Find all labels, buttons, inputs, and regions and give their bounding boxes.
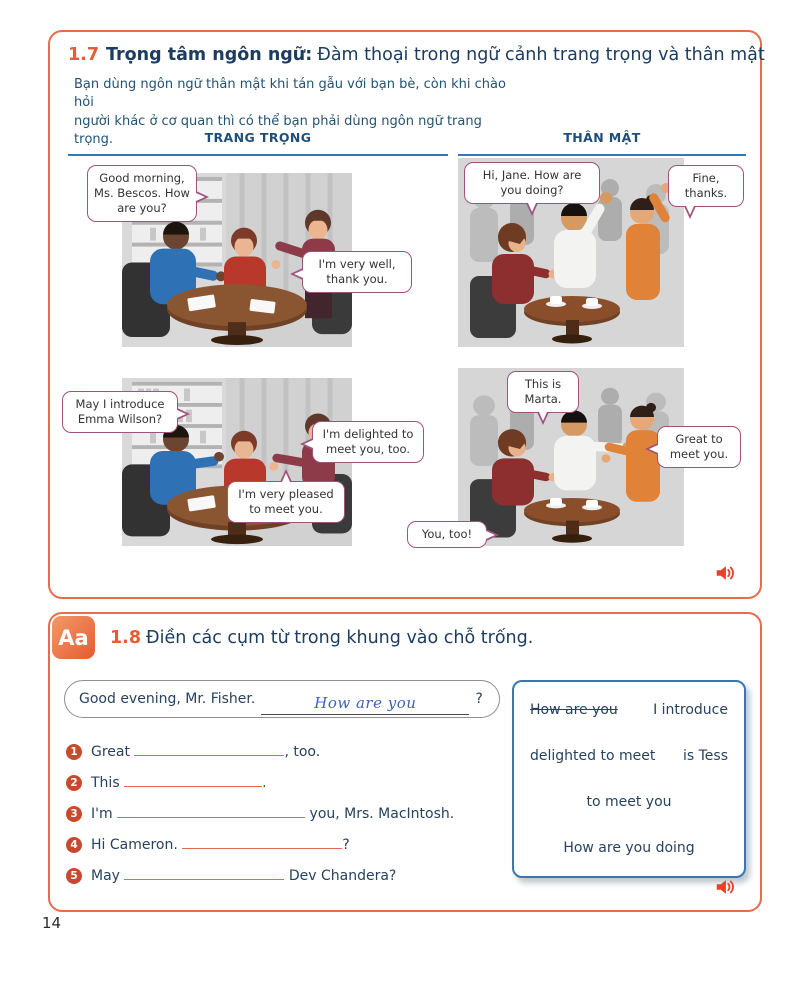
answer-blank xyxy=(124,771,262,787)
column-header-formal: TRANG TRỌNG xyxy=(68,130,448,156)
word-bank-row xyxy=(526,840,732,856)
item-pre: Great xyxy=(91,744,135,760)
speech-bubble: Hi, Jane. How are you doing? xyxy=(464,162,600,204)
word-bank-row xyxy=(526,794,732,810)
example-answer-line xyxy=(261,690,469,715)
speech-bubble: May I introduce Emma Wilson? xyxy=(62,391,178,433)
section-17-title xyxy=(68,45,765,65)
speech-bubble: Fine, thanks. xyxy=(668,165,744,207)
item-number-badge: 1 xyxy=(66,744,82,760)
exercise-item xyxy=(66,833,350,855)
page-number: 14 xyxy=(42,914,62,932)
example-post: ? xyxy=(475,691,483,707)
item-pre: This xyxy=(91,775,125,791)
exercise-instruction: Điền các cụm từ trong khung vào chỗ trống. xyxy=(146,628,534,648)
example-sentence xyxy=(64,680,500,718)
word-bank-phrase: is Tess xyxy=(682,748,728,764)
vocabulary-badge: Aa xyxy=(52,616,95,659)
exercise-item xyxy=(66,740,320,762)
answer-blank xyxy=(134,740,284,756)
answer-blank xyxy=(182,833,342,849)
item-pre: May xyxy=(91,868,125,884)
speech-bubble: I'm very well, thank you. xyxy=(302,251,412,293)
item-post: , too. xyxy=(284,744,321,760)
item-number-badge: 5 xyxy=(66,868,82,884)
speech-bubble: This is Marta. xyxy=(507,371,579,413)
section-title-bold: Trọng tâm ngôn ngữ: xyxy=(106,45,313,65)
word-bank xyxy=(512,680,746,878)
word-bank-phrase-crossed: How are you xyxy=(530,702,618,718)
word-bank-phrase: How are you doing xyxy=(563,840,695,856)
audio-icon[interactable] xyxy=(714,562,736,584)
intro-line-2: người khác ở cơ quan thì có thể bạn phải dùng ngôn ngữ trang trọng. xyxy=(74,113,482,148)
speech-bubble: Great to meet you. xyxy=(657,426,741,468)
section-number: 1.7 xyxy=(68,45,100,65)
speech-bubble: Good morning, Ms. Bescos. How are you? xyxy=(87,165,197,222)
exercise-item xyxy=(66,802,454,824)
item-number-badge: 3 xyxy=(66,806,82,822)
exercise-section xyxy=(48,612,762,912)
intro-line-1: Bạn dùng ngôn ngữ thân mật khi tán gẫu với bạn bè, còn khi chào hỏi xyxy=(74,77,506,111)
section-title-rest: Đàm thoại trong ngữ cảnh trang trọng và thân mật xyxy=(317,45,765,65)
handwritten-answer: How are you xyxy=(314,694,417,712)
word-bank-phrase: I introduce xyxy=(653,702,728,718)
audio-icon[interactable] xyxy=(714,876,736,898)
language-focus-section xyxy=(48,30,765,599)
example-pre: Good evening, Mr. Fisher. xyxy=(79,691,256,707)
item-post: . xyxy=(262,775,267,791)
section-number: 1.8 xyxy=(110,628,142,648)
exercise-item xyxy=(66,771,267,793)
item-number-badge: 4 xyxy=(66,837,82,853)
item-post: Dev Chandera? xyxy=(284,868,397,884)
speech-bubble: I'm very pleased to meet you. xyxy=(227,481,345,523)
item-number-badge: 2 xyxy=(66,775,82,791)
item-pre: I'm xyxy=(91,806,118,822)
column-header-informal: THÂN MẬT xyxy=(458,130,746,156)
speech-bubble: I'm delighted to meet you, too. xyxy=(312,421,424,463)
exercise-item xyxy=(66,864,396,886)
item-post: you, Mrs. MacIntosh. xyxy=(305,806,455,822)
word-bank-row xyxy=(526,702,732,718)
section-18-title xyxy=(110,628,533,648)
answer-blank xyxy=(124,864,284,880)
answer-blank xyxy=(117,802,305,818)
word-bank-row xyxy=(526,748,732,764)
item-pre: Hi Cameron. xyxy=(91,837,183,853)
item-post: ? xyxy=(342,837,350,853)
speech-bubble: You, too! xyxy=(407,521,487,548)
word-bank-phrase: to meet you xyxy=(586,794,672,810)
word-bank-phrase: delighted to meet xyxy=(530,748,656,764)
